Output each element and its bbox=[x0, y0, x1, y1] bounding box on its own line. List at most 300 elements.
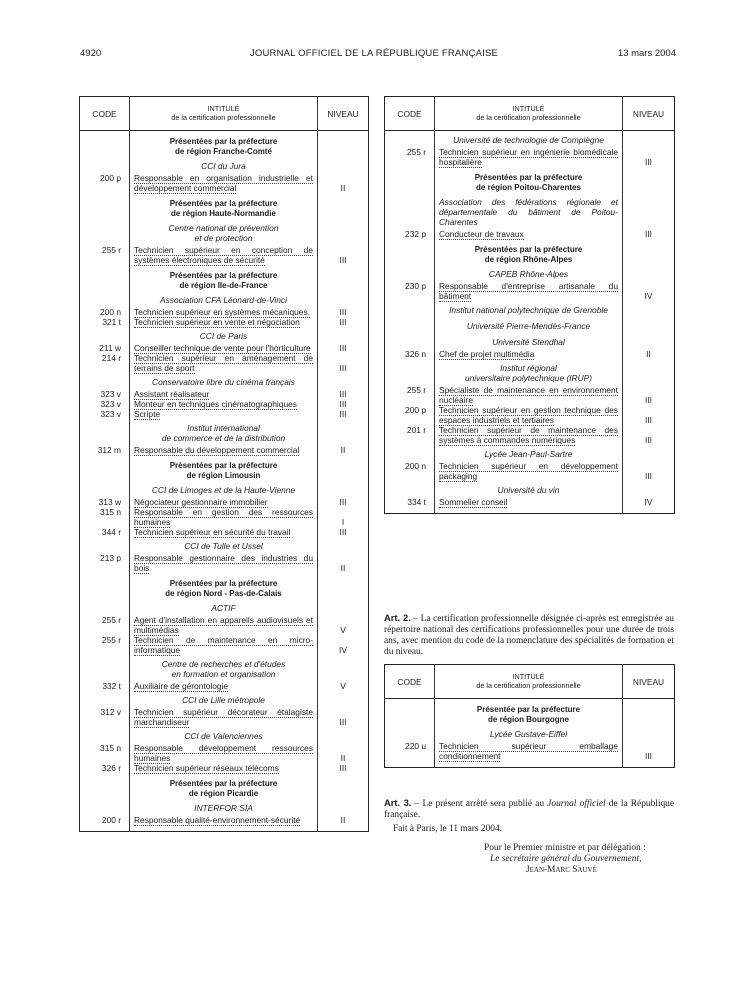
cert-code: 326 n bbox=[405, 349, 426, 359]
heading-line-2: de région Picardie bbox=[188, 789, 259, 798]
organisation-row bbox=[80, 419, 369, 445]
heading-line-1: Centre de recherches et d'études bbox=[161, 659, 286, 669]
empty-code-cell bbox=[80, 373, 130, 389]
empty-code-cell bbox=[80, 131, 130, 158]
header-intitule: INTITULÉ de la certification professionnelle bbox=[435, 97, 623, 131]
cert-title-text: Responsable du développement commercial bbox=[134, 445, 300, 455]
cert-title bbox=[130, 743, 318, 763]
cert-code: 332 t bbox=[102, 681, 121, 691]
organisation-name bbox=[435, 445, 623, 461]
cert-code: 211 w bbox=[99, 343, 121, 353]
heading-line-1: Présentée par la préfecture bbox=[476, 705, 581, 714]
empty-code-cell bbox=[385, 359, 435, 385]
organisation-row bbox=[385, 317, 675, 333]
organisation-row bbox=[80, 481, 369, 497]
cert-code: 230 p bbox=[405, 281, 426, 291]
organisation-row bbox=[385, 265, 675, 281]
empty-code-cell bbox=[385, 725, 435, 741]
empty-level-cell bbox=[623, 317, 675, 333]
cert-title bbox=[130, 245, 318, 265]
empty-code-cell bbox=[80, 799, 130, 815]
empty-level-cell bbox=[623, 725, 675, 741]
heading-line-1: CCI de Valenciennes bbox=[184, 731, 263, 741]
cert-code: 200 n bbox=[405, 461, 426, 471]
heading-line-1: CCI de Limoges et de la Haute-Vienne bbox=[151, 485, 296, 495]
heading-line-2: et de protection bbox=[194, 233, 253, 243]
empty-code-cell bbox=[80, 691, 130, 707]
heading-line-1: Lycée Jean-Paul-Sartre bbox=[484, 449, 573, 459]
cert-title bbox=[130, 527, 318, 537]
cert-title bbox=[130, 615, 318, 635]
cert-level: III bbox=[339, 399, 347, 409]
cert-level: III bbox=[339, 307, 347, 317]
empty-level-cell bbox=[623, 167, 675, 193]
organisation-row bbox=[80, 691, 369, 707]
table-row bbox=[385, 461, 675, 481]
article-2 bbox=[384, 612, 674, 658]
empty-level-cell bbox=[318, 799, 369, 815]
heading-line-1: Université de technologie de Compiègne bbox=[453, 135, 604, 145]
empty-level-cell bbox=[318, 655, 369, 681]
heading-line-1: Présentées par la préfecture bbox=[169, 779, 278, 788]
cert-code: 334 t bbox=[407, 497, 426, 507]
empty-level-cell bbox=[318, 131, 369, 158]
table-row bbox=[80, 507, 369, 527]
empty-level-cell bbox=[318, 481, 369, 497]
prefecture-heading bbox=[130, 455, 318, 481]
cert-title-text: Technicien supérieur en systèmes mécaniques. bbox=[134, 307, 310, 317]
cert-title bbox=[130, 681, 318, 691]
heading-line-2: de région Limousin bbox=[186, 471, 261, 480]
cert-code: 312 v bbox=[100, 707, 121, 717]
organisation-row bbox=[385, 131, 675, 148]
cert-code: 220 u bbox=[405, 741, 426, 751]
heading-line-2: de région Nord - Pas-de-Calais bbox=[165, 589, 282, 598]
organisation-row bbox=[80, 373, 369, 389]
organisation-name bbox=[130, 655, 318, 681]
cert-level: II bbox=[340, 753, 346, 763]
table-row bbox=[385, 741, 675, 761]
table-row bbox=[80, 707, 369, 727]
cert-title bbox=[130, 399, 318, 409]
cert-code: 326 r bbox=[101, 763, 121, 773]
organisation-row bbox=[385, 481, 675, 497]
heading-line-2: de région Poitou-Charentes bbox=[476, 183, 581, 192]
organisation-row bbox=[80, 537, 369, 553]
empty-code-cell bbox=[80, 327, 130, 343]
cert-title bbox=[435, 497, 623, 507]
heading-line-1: CCI de Lille métropole bbox=[182, 695, 265, 705]
cert-level: III bbox=[339, 409, 347, 419]
article-2-label: Art. 2. bbox=[384, 612, 411, 623]
organisation-name bbox=[130, 373, 318, 389]
heading-line-1: Présentées par la préfecture bbox=[474, 245, 583, 254]
empty-code-cell bbox=[80, 455, 130, 481]
table-row bbox=[385, 385, 675, 405]
table-row bbox=[385, 147, 675, 167]
organisation-name bbox=[130, 481, 318, 497]
cert-title bbox=[130, 445, 318, 455]
cert-code: 213 p bbox=[100, 553, 121, 563]
cert-code: 315 n bbox=[100, 507, 121, 517]
organisation-name bbox=[130, 537, 318, 553]
cert-title bbox=[130, 553, 318, 573]
empty-level-cell bbox=[318, 455, 369, 481]
cert-title-text: Technicien supérieur de maintenance des systèmes à commandes numériques bbox=[439, 425, 618, 445]
cert-level: IV bbox=[644, 497, 653, 507]
heading-line-2: de région Haute-Normandie bbox=[171, 209, 276, 218]
cert-code: 200 r bbox=[101, 815, 121, 825]
cert-title bbox=[130, 389, 318, 399]
cert-code: 200 n bbox=[100, 307, 121, 317]
heading-line-2: de région Ile-de-France bbox=[179, 281, 268, 290]
empty-code-cell bbox=[80, 291, 130, 307]
table-row bbox=[80, 389, 369, 399]
cert-title bbox=[435, 425, 623, 445]
header-code: CODE bbox=[80, 97, 130, 131]
empty-code-cell bbox=[385, 193, 435, 229]
table-body bbox=[80, 131, 369, 832]
table-bottom-spacer bbox=[385, 507, 675, 514]
empty-code-cell bbox=[385, 445, 435, 461]
empty-code-cell bbox=[80, 419, 130, 445]
organisation-name bbox=[130, 599, 318, 615]
cert-title bbox=[130, 409, 318, 419]
page-number: 4920 bbox=[80, 48, 102, 59]
cert-level: III bbox=[645, 157, 652, 167]
cert-title bbox=[435, 147, 623, 167]
cert-title bbox=[435, 741, 623, 761]
prefecture-heading bbox=[130, 573, 318, 599]
cert-title-text: Conseiller technique de vente pour l'horticulture bbox=[134, 343, 311, 353]
heading-line-1: Présentées par la préfecture bbox=[169, 199, 278, 208]
organisation-name bbox=[130, 219, 318, 245]
table-row bbox=[80, 317, 369, 327]
table-row bbox=[385, 405, 675, 425]
heading-line-1: CCI du Jura bbox=[201, 161, 246, 171]
cert-code: 344 r bbox=[101, 527, 121, 537]
cert-title-text: Technicien supérieur décorateur étalagiste marchandiseur bbox=[134, 707, 313, 727]
cert-title bbox=[130, 497, 318, 507]
spacer-cell bbox=[385, 507, 435, 514]
cert-title-text: Assistant réalisateur bbox=[134, 389, 210, 399]
organisation-row bbox=[80, 599, 369, 615]
organisation-name bbox=[435, 131, 623, 148]
cert-level: III bbox=[339, 717, 347, 727]
organisation-row bbox=[80, 727, 369, 743]
organisation-row bbox=[80, 655, 369, 681]
cert-title bbox=[130, 173, 318, 193]
heading-line-1: INTERFOR SIA bbox=[194, 803, 253, 813]
cert-title-text: Technicien supérieur en développement packaging bbox=[439, 461, 618, 481]
empty-code-cell bbox=[80, 655, 130, 681]
organisation-row bbox=[385, 193, 675, 229]
cert-title bbox=[435, 405, 623, 425]
cert-title-text: Responsable en gestion des ressources humaines bbox=[134, 507, 313, 527]
cert-level: II bbox=[646, 349, 651, 359]
cert-level: IV bbox=[339, 645, 347, 655]
cert-level: V bbox=[340, 681, 346, 691]
prefecture-heading-row bbox=[385, 239, 675, 265]
prefecture-heading-row bbox=[80, 193, 369, 219]
cert-level: III bbox=[339, 389, 347, 399]
empty-code-cell bbox=[80, 773, 130, 799]
empty-code-cell bbox=[80, 481, 130, 497]
organisation-row bbox=[80, 327, 369, 343]
cert-level: II bbox=[340, 183, 346, 193]
spacer-cell bbox=[318, 825, 369, 832]
organisation-name bbox=[435, 301, 623, 317]
cert-code: 201 r bbox=[406, 425, 426, 435]
prefecture-heading bbox=[435, 167, 623, 193]
empty-code-cell bbox=[385, 239, 435, 265]
cert-level: III bbox=[645, 415, 652, 425]
place-date-line: Fait à Paris, le 11 mars 2004. bbox=[393, 824, 503, 834]
organisation-row bbox=[385, 333, 675, 349]
heading-line-2: de région Bourgogne bbox=[488, 715, 569, 724]
organisation-name bbox=[435, 333, 623, 349]
cert-title-text: Technicien supérieur réseaux télécoms bbox=[134, 763, 279, 773]
heading-line-1: CAPEB Rhône-Alpes bbox=[488, 269, 569, 279]
empty-code-cell bbox=[80, 265, 130, 291]
cert-code: 321 t bbox=[102, 317, 121, 327]
organisation-name bbox=[130, 157, 318, 173]
cert-code: 312 m bbox=[97, 445, 121, 455]
heading-line-2: de région Franche-Comté bbox=[175, 147, 272, 156]
cert-level: III bbox=[339, 363, 347, 373]
cert-title-text: Sommelier conseil bbox=[439, 497, 508, 507]
organisation-name bbox=[435, 359, 623, 385]
cert-title bbox=[130, 507, 318, 527]
empty-code-cell bbox=[80, 573, 130, 599]
empty-level-cell bbox=[318, 157, 369, 173]
cert-title-text: Chef de projet multimédia bbox=[439, 349, 535, 359]
organisation-row bbox=[80, 157, 369, 173]
article-2-text: – La certification professionnelle désignée ci-après est enregistrée au répertoire national des certifications professionnelles pour une durée de trois ans, avec mention du code de la nomenclature des spécialités de formation et du niveau. bbox=[384, 614, 674, 657]
heading-line-1: Lycée Gustave-Eiffel bbox=[489, 729, 568, 739]
empty-code-cell bbox=[80, 193, 130, 219]
cert-level: III bbox=[339, 343, 347, 353]
prefecture-heading-row bbox=[385, 699, 675, 726]
table-row bbox=[80, 681, 369, 691]
cert-code: 255 r bbox=[101, 245, 121, 255]
header-code: CODE bbox=[385, 665, 435, 699]
organisation-name bbox=[435, 265, 623, 281]
empty-level-cell bbox=[318, 727, 369, 743]
heading-line-2: de région Rhône-Alpes bbox=[484, 255, 573, 264]
cert-title-text: Spécialiste de maintenance en environnement nucléaire bbox=[439, 385, 618, 405]
table-row bbox=[385, 229, 675, 239]
organisation-name bbox=[130, 727, 318, 743]
heading-line-1: ACTIF bbox=[211, 603, 236, 613]
table-row bbox=[80, 399, 369, 409]
spacer-cell bbox=[385, 761, 435, 768]
table-row bbox=[80, 815, 369, 825]
table-row bbox=[80, 343, 369, 353]
cert-title-text: Technicien supérieur en aménagement de terrains de sport bbox=[134, 353, 313, 373]
cert-code: 313 w bbox=[98, 497, 121, 507]
organisation-name bbox=[435, 193, 623, 229]
spacer-cell bbox=[80, 825, 130, 832]
journal-officiel-ref: Journal officiel bbox=[547, 799, 606, 809]
organisation-name bbox=[435, 725, 623, 741]
empty-level-cell bbox=[318, 773, 369, 799]
organisation-row bbox=[385, 359, 675, 385]
heading-line-1: CCI de Tulle et Ussel bbox=[184, 541, 263, 551]
empty-level-cell bbox=[318, 327, 369, 343]
table-row bbox=[385, 425, 675, 445]
cert-level: III bbox=[339, 527, 347, 537]
empty-level-cell bbox=[318, 219, 369, 245]
empty-level-cell bbox=[318, 419, 369, 445]
heading-line-1: Université Pierre-Mendès-France bbox=[466, 321, 591, 331]
heading-line-2: de commerce et de la distribution bbox=[161, 433, 286, 443]
cert-title-text: Scripte bbox=[134, 409, 161, 419]
table-row bbox=[80, 353, 369, 373]
heading-line-2: universitaire polytechnique (IRUP) bbox=[464, 373, 593, 383]
cert-title-text: Négociateur gestionnaire immobilier bbox=[134, 497, 268, 507]
organisation-row bbox=[80, 219, 369, 245]
heading-line-1: CCI de Paris bbox=[199, 331, 248, 341]
cert-title-text: Responsable qualité-environnement-sécurité bbox=[134, 815, 301, 825]
empty-level-cell bbox=[623, 131, 675, 148]
table-row bbox=[385, 497, 675, 507]
cert-title-text: Technicien supérieur en gestion technique des espaces industriels et tertiaires bbox=[439, 405, 618, 425]
heading-line-1: Institut national polytechnique de Grenoble bbox=[449, 305, 608, 315]
organisation-row bbox=[80, 291, 369, 307]
cert-code: 200 p bbox=[100, 173, 121, 183]
heading-line-1: Présentées par la préfecture bbox=[169, 137, 278, 146]
header-niveau: NIVEAU bbox=[318, 97, 369, 131]
cert-title-text: Responsable d'entreprise artisanale du bâtiment bbox=[439, 281, 618, 301]
header-niveau: NIVEAU bbox=[623, 97, 675, 131]
empty-code-cell bbox=[385, 699, 435, 726]
heading-line-1: Institut régional bbox=[500, 363, 557, 373]
table-row bbox=[80, 245, 369, 265]
cert-title-text: Technicien supérieur en vente et négociation bbox=[134, 317, 300, 327]
prefecture-heading bbox=[130, 131, 318, 158]
cert-code: 200 p bbox=[405, 405, 426, 415]
cert-code: 323 v bbox=[100, 399, 121, 409]
organisation-row bbox=[385, 301, 675, 317]
cert-title bbox=[130, 343, 318, 353]
prefecture-heading bbox=[435, 699, 623, 726]
empty-level-cell bbox=[318, 291, 369, 307]
prefecture-heading bbox=[130, 193, 318, 219]
heading-line-1: Université Stendhal bbox=[492, 337, 565, 347]
cert-title-text: Responsable développement ressources humaines bbox=[134, 743, 313, 763]
table-row bbox=[80, 497, 369, 507]
journal-title: JOURNAL OFFICIEL DE LA RÉPUBLIQUE FRANÇAISE bbox=[249, 48, 499, 59]
table-row bbox=[80, 615, 369, 635]
cert-code: 323 v bbox=[100, 389, 121, 399]
empty-level-cell bbox=[318, 193, 369, 219]
empty-level-cell bbox=[318, 373, 369, 389]
cert-code: 214 r bbox=[101, 353, 121, 363]
cert-level: III bbox=[339, 497, 347, 507]
cert-level: III bbox=[339, 317, 347, 327]
article-3: Art. 3. – Le présent arrêté sera publié au Journal officiel de la République française. bbox=[384, 797, 675, 820]
spacer-cell bbox=[623, 507, 675, 514]
cert-code: 315 n bbox=[100, 743, 121, 753]
empty-level-cell bbox=[318, 599, 369, 615]
signatory-name: Jean-Marc Sauvé bbox=[526, 865, 597, 875]
cert-code: 255 r bbox=[406, 385, 426, 395]
cert-level: III bbox=[645, 229, 652, 239]
table-row bbox=[80, 445, 369, 455]
prefecture-heading bbox=[130, 265, 318, 291]
prefecture-heading-row bbox=[80, 131, 369, 158]
cert-title-text: Technicien supérieur en sécurité du travail bbox=[134, 527, 291, 537]
prefecture-heading-row bbox=[80, 773, 369, 799]
cert-title-text: Responsable en organisation industrielle et développement commercial bbox=[134, 173, 313, 193]
empty-level-cell bbox=[318, 691, 369, 707]
cert-level: III bbox=[645, 395, 652, 405]
table-header bbox=[385, 665, 675, 699]
cert-level: V bbox=[340, 625, 346, 635]
header-niveau: NIVEAU bbox=[623, 665, 675, 699]
heading-line-1: Association des fédérations régionale et départementale du bâtiment de Poitou-Charentes bbox=[439, 197, 618, 227]
issue-date: 13 mars 2004 bbox=[617, 48, 676, 59]
cert-title bbox=[130, 815, 318, 825]
prefecture-heading-row bbox=[385, 167, 675, 193]
cert-title-text: Agent d'installation en appareils audiovisuels et multimédias bbox=[134, 615, 313, 635]
table-body bbox=[385, 131, 675, 514]
spacer-cell bbox=[623, 761, 675, 768]
header-code: CODE bbox=[385, 97, 435, 131]
heading-line-1: Association CFA Léonard-de-Vinci bbox=[160, 295, 287, 305]
empty-code-cell bbox=[80, 157, 130, 173]
organisation-name bbox=[130, 327, 318, 343]
empty-level-cell bbox=[623, 265, 675, 281]
cert-title-text: Conducteur de travaux bbox=[439, 229, 524, 239]
empty-code-cell bbox=[385, 131, 435, 148]
cert-title bbox=[130, 307, 318, 317]
table-body bbox=[385, 699, 675, 768]
cert-level: III bbox=[339, 763, 347, 773]
cert-title bbox=[130, 353, 318, 373]
heading-line-1: Présentées par la préfecture bbox=[169, 461, 278, 470]
table-row bbox=[80, 635, 369, 655]
cert-level: IV bbox=[644, 291, 653, 301]
organisation-name bbox=[130, 419, 318, 445]
cert-title bbox=[435, 281, 623, 301]
cert-code: 323 v bbox=[100, 409, 121, 419]
cert-title bbox=[435, 461, 623, 481]
empty-code-cell bbox=[385, 167, 435, 193]
organisation-name bbox=[130, 691, 318, 707]
heading-line-1: Présentées par la préfecture bbox=[169, 579, 278, 588]
cert-level: III bbox=[645, 471, 652, 481]
prefecture-heading bbox=[130, 773, 318, 799]
table-row bbox=[80, 173, 369, 193]
cert-title-text: Auxiliaire de gérontologie bbox=[134, 681, 229, 691]
heading-line-1: Centre national de prévention bbox=[168, 223, 279, 233]
prefecture-heading-row bbox=[80, 455, 369, 481]
table-row bbox=[385, 349, 675, 359]
cert-title bbox=[130, 707, 318, 727]
organisation-row bbox=[385, 445, 675, 461]
heading-line-1: Présentées par la préfecture bbox=[474, 173, 583, 182]
table-header bbox=[385, 97, 675, 131]
organisation-name bbox=[435, 481, 623, 497]
prefecture-heading-row bbox=[80, 573, 369, 599]
prefecture-heading bbox=[435, 239, 623, 265]
empty-level-cell bbox=[623, 239, 675, 265]
table-row bbox=[385, 281, 675, 301]
empty-level-cell bbox=[623, 193, 675, 229]
heading-line-1: Université du vin bbox=[497, 485, 560, 495]
